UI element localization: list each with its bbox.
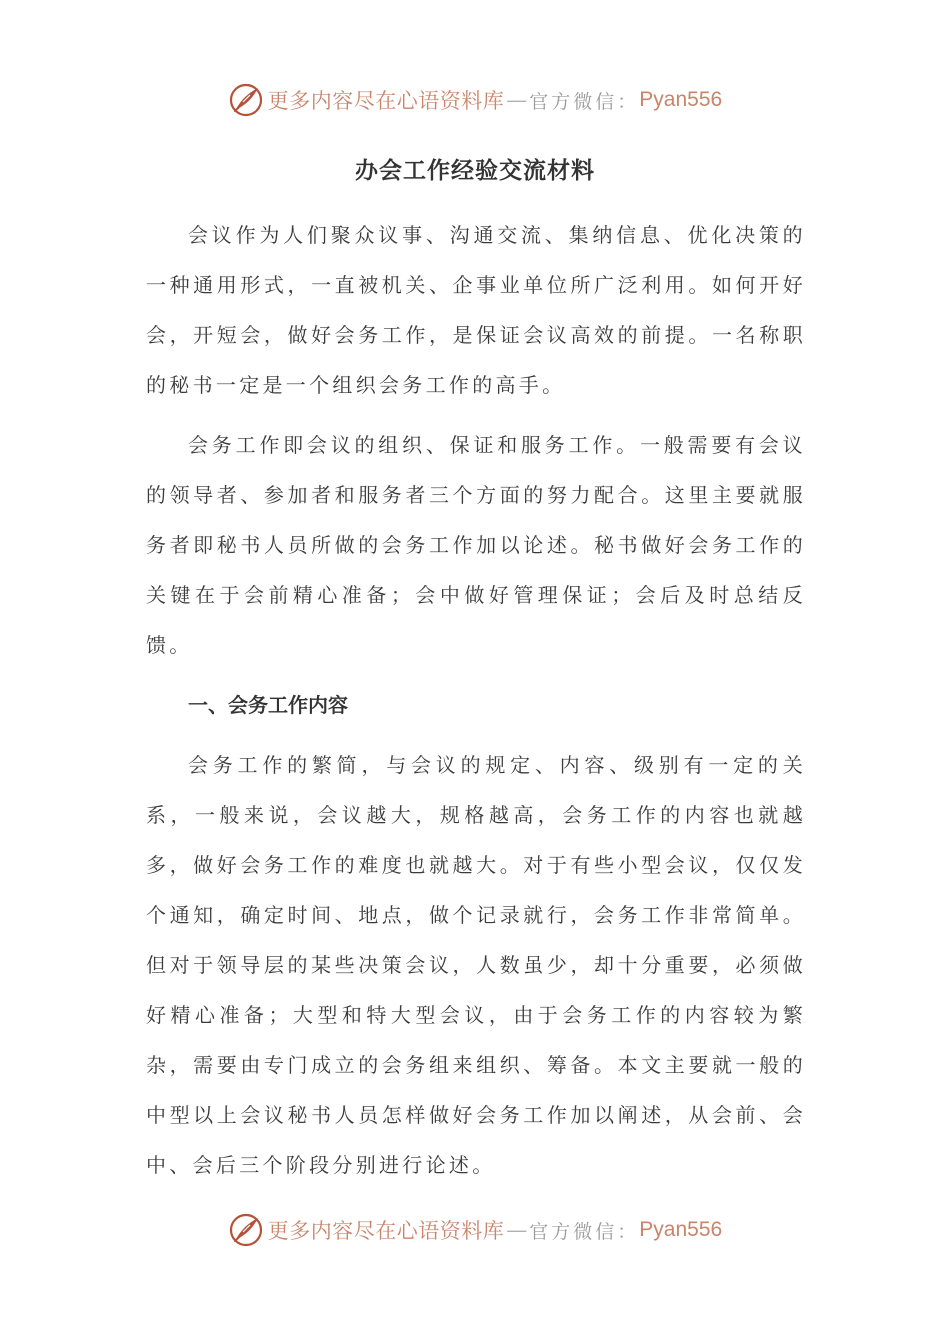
document-title: 办会工作经验交流材料	[355, 157, 595, 184]
document-body	[146, 210, 806, 1200]
banner-dash: —	[506, 1218, 528, 1242]
banner-official-label: 官方微信：	[529, 90, 640, 113]
header-watermark-banner	[0, 78, 950, 122]
banner-wechat-id: Pyan556	[639, 1218, 723, 1241]
banner-brand-text: 更多内容尽在心语资料库	[267, 1219, 505, 1243]
banner-dash: —	[506, 88, 528, 112]
paragraph-section-1: 会务工作的繁简，与会议的规定、内容、级别有一定的关系，一般来说，会议越大，规格越高，会务工作的内容也就越多，做好会务工作的难度也就越大。对于有些小型会议，仅仅发个通知，确定时间、地点，做个记录就行，会务工作非常简单。但对于领导层的某些决策会议，人数虽少，却十分重要，必须做好精心准备；大型和特大型会议，由于会务工作的内容较为繁杂，需要由专门成立的会务组来组织、筹备。本文主要就一般的中型以上会议秘书人员怎样做好会务工作加以阐述，从会前、会中、会后三个阶段分别进行论述。	[146, 753, 806, 1177]
banner-brand-text: 更多内容尽在心语资料库	[267, 89, 505, 113]
paragraph-overview: 会务工作即会议的组织、保证和服务工作。一般需要有会议的领导者、参加者和服务者三个方面的努力配合。这里主要就服务者即秘书人员所做的会务工作加以论述。秘书做好会务工作的关键在于会前精心准备；会中做好管理保证；会后及时总结反馈。	[146, 433, 806, 657]
quill-pen-logo-icon	[228, 82, 264, 118]
footer-watermark-banner	[0, 1208, 950, 1252]
paragraph-intro: 会议作为人们聚众议事、沟通交流、集纳信息、优化决策的一种通用形式，一直被机关、企事业单位所广泛利用。如何开好会，开短会，做好会务工作，是保证会议高效的前提。一名称职的秘书一定是一个组织会务工作的高手。	[146, 223, 806, 397]
quill-pen-logo-icon	[228, 1212, 264, 1248]
banner-wechat-id: Pyan556	[639, 88, 723, 111]
banner-official-label: 官方微信：	[529, 1220, 640, 1243]
section-heading-1: 一、会务工作内容	[188, 693, 348, 717]
